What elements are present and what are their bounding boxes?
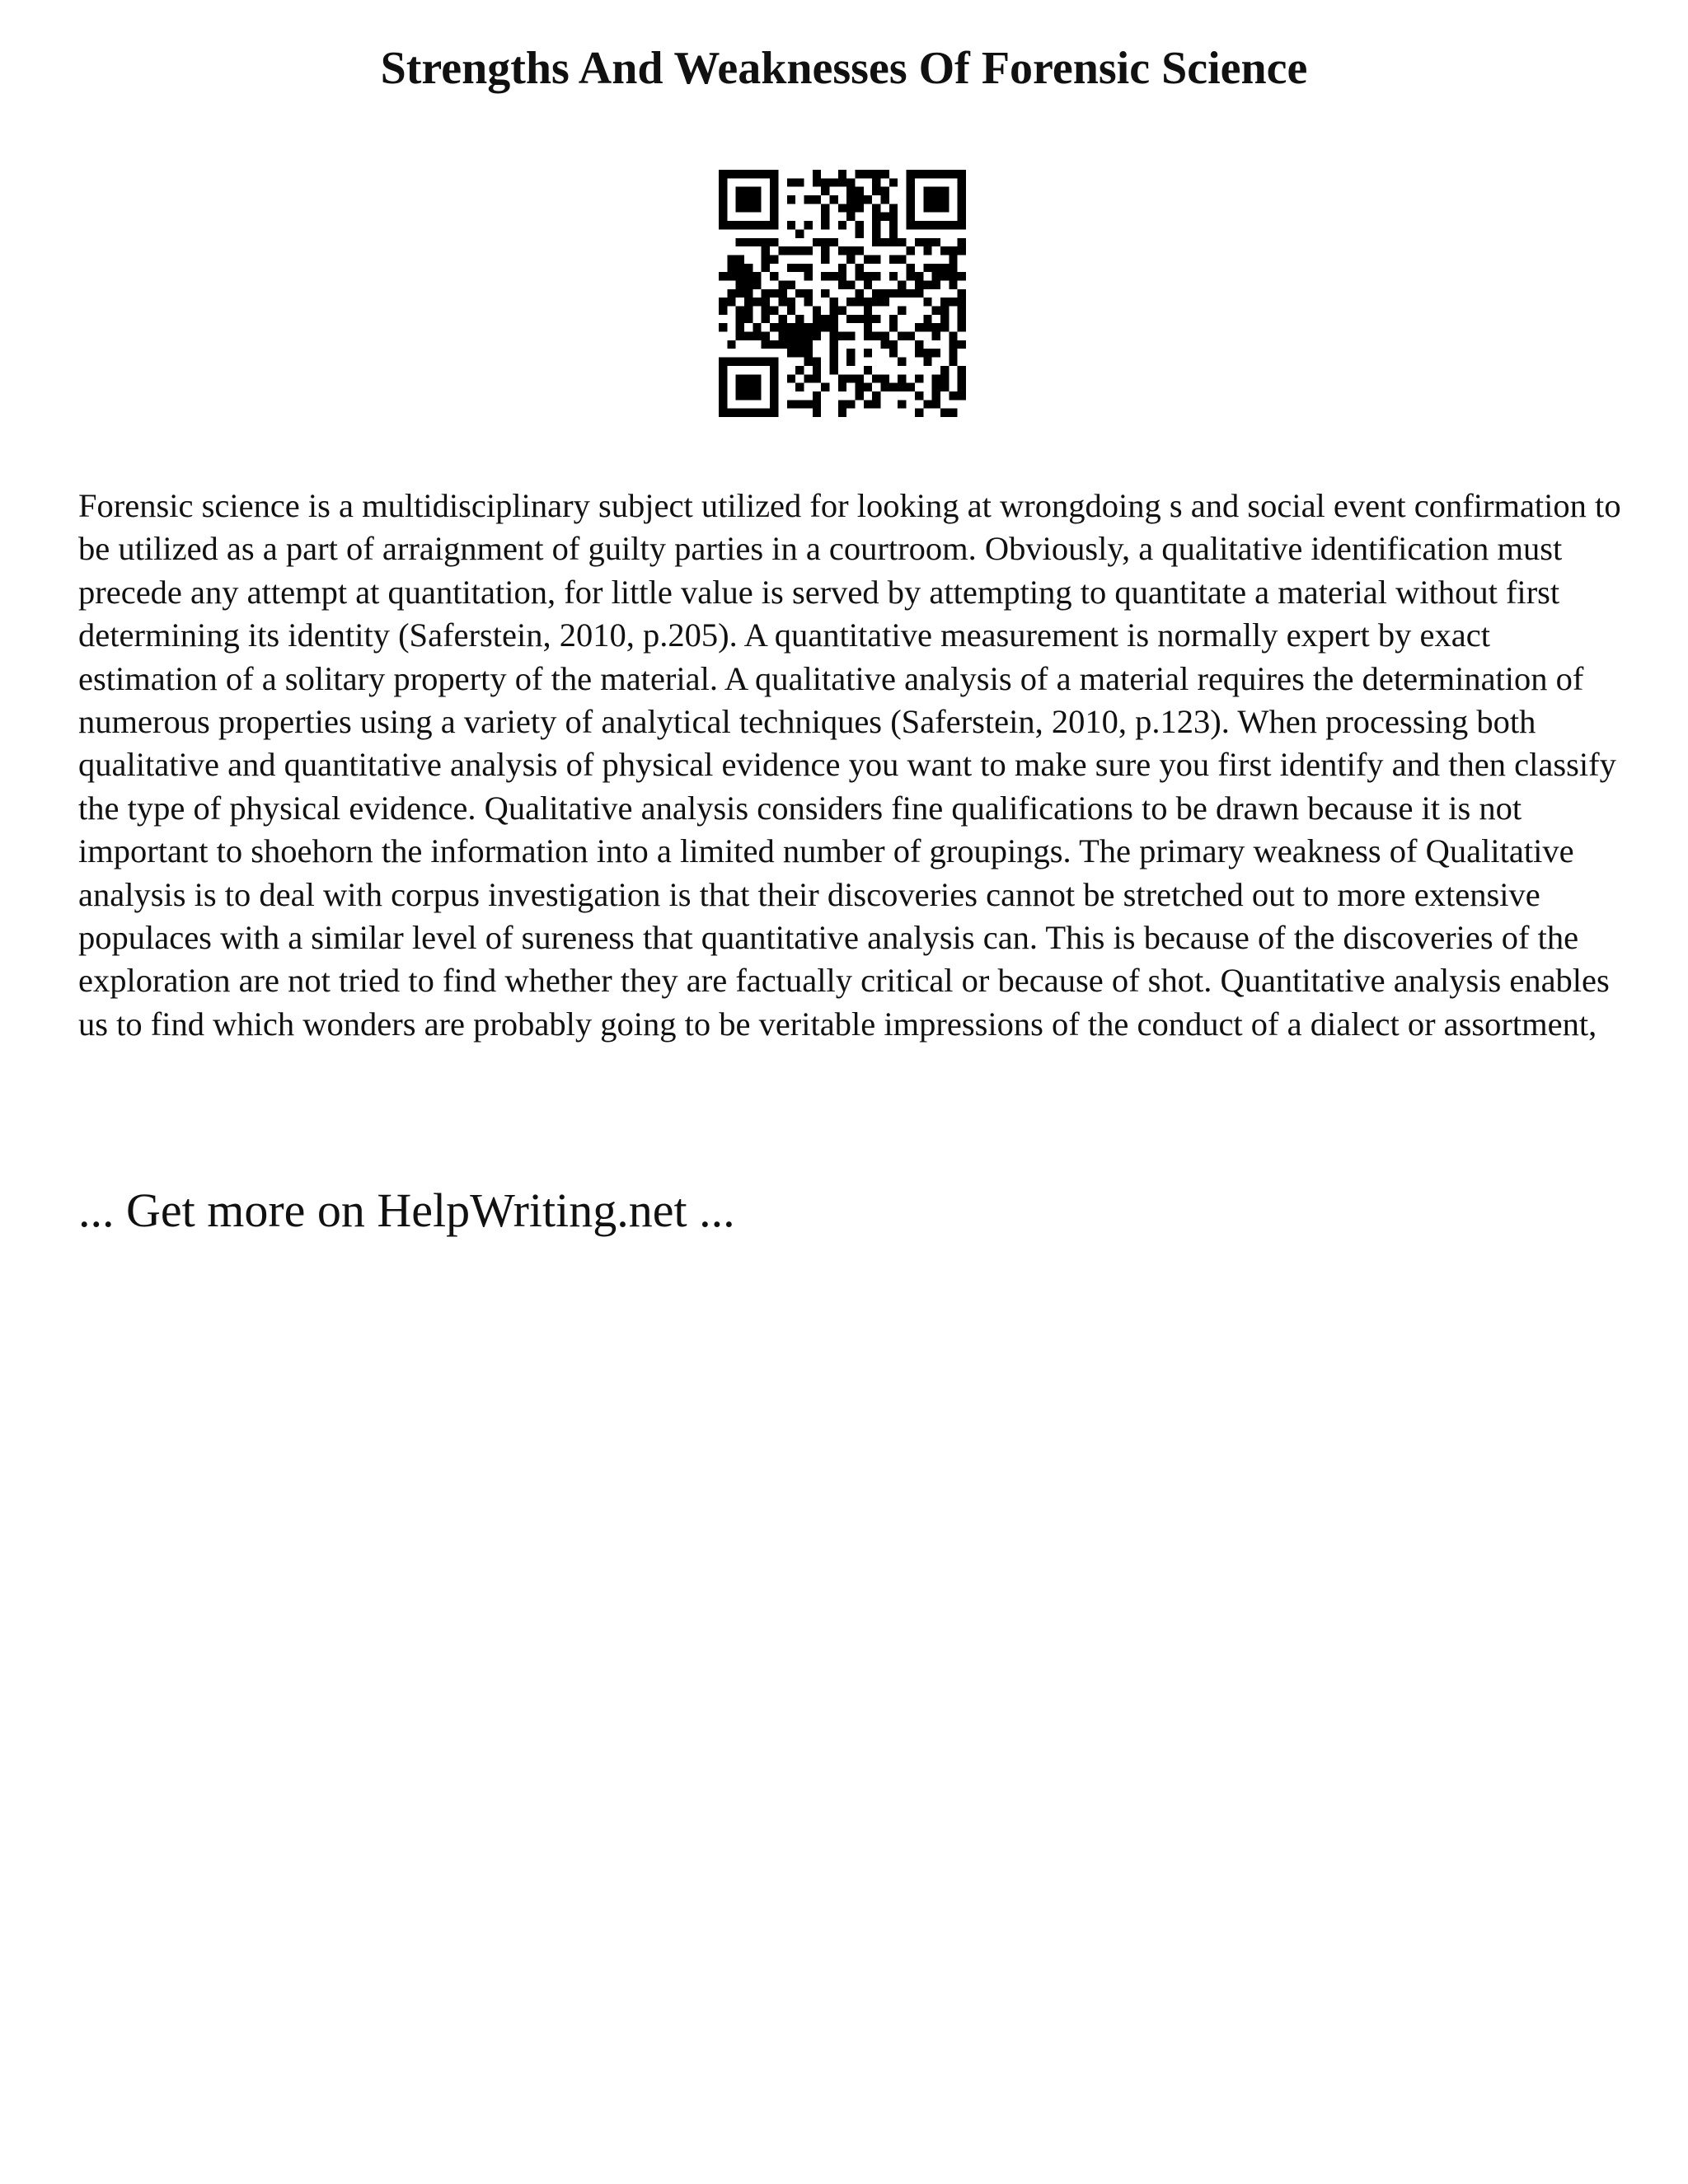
qr-code-icon — [719, 170, 966, 417]
page-title: Strengths And Weaknesses Of Forensic Science — [380, 43, 1308, 94]
get-more-link[interactable]: ... Get more on HelpWriting.net ... — [78, 1183, 735, 1237]
article-body: Forensic science is a multidisciplinary subject utilized for looking at wrongdoing s and social event confirmation to be utilized as a part of arraignment of guilty parties in a courtroom. Obviously, a qualitative identification must precede any attempt at quantitation, for little value is served by attempting to quantitate a material without first determining its identity (Saferstein, 2010, p.205). A quantitative measurement is normally expert by exact estimation of a solitary property of the material. A qualitative analysis of a material requires the determination of numerous properties using a variety of analytical techniques (Saferstein, 2010, p.123). When processing both qualitative and quantitative analysis of physical evidence you want to make sure you first identify and then classify the type of physical evidence. Qualitative analysis considers fine qualifications to be drawn because it is not important to shoehorn the information into a limited number of groupings. The primary weakness of Qualitative analysis is to deal with corpus investigation is that their discoveries cannot be stretched out to more extensive populaces with a similar level of sureness that quantitative analysis can. This is because of the discoveries of the exploration are not tried to find whether they are factually critical or because of shot. Quantitative analysis enables us to find which wonders are probably going to be veritable impressions of the conduct of a dialect or assortment, — [78, 487, 1621, 1043]
